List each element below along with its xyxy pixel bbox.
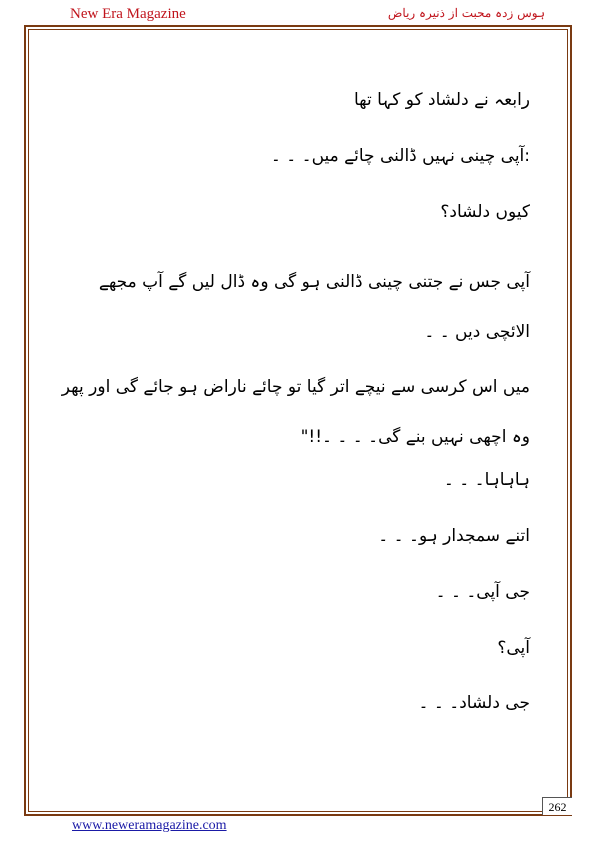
paragraph-5: میں اس کرسی سے نیچے اتر گیا تو چائے ناراض ہو جائے گی اور پھر وہ اچھی نہیں بنے گی۔ ۔ ۔ ۔!!": [61, 377, 530, 447]
page-number: 262: [542, 797, 572, 815]
header-story-title: ہوس زدہ محبت از ذنیرہ ریاض: [387, 6, 545, 20]
paragraph-7: اتنے سمجدار ہو۔ ۔ ۔: [378, 526, 530, 546]
paragraph-8: جی آپی۔ ۔ ۔: [435, 582, 530, 602]
paragraph-1: رابعہ نے دلشاد کو کہا تھا: [353, 90, 530, 110]
website-link[interactable]: www.neweramagazine.com: [72, 818, 227, 833]
paragraph-3: کیوں دلشاد؟: [440, 202, 530, 222]
paragraph-2: :آپی چینی نہیں ڈالنی چائے میں۔ ۔ ۔: [270, 146, 530, 166]
paragraph-4: آپی جس نے جتنی چینی ڈالنی ہو گی وہ ڈال لیں گے آپ مجھے الائچی دیں ۔ ۔: [98, 272, 530, 342]
paragraph-10: جی دلشاد۔ ۔ ۔: [418, 693, 530, 713]
header-magazine-name: New Era Magazine: [70, 6, 186, 22]
paragraph-9: آپی؟: [497, 638, 530, 658]
paragraph-6: ہاہاہا۔ ۔ ۔: [443, 470, 530, 490]
